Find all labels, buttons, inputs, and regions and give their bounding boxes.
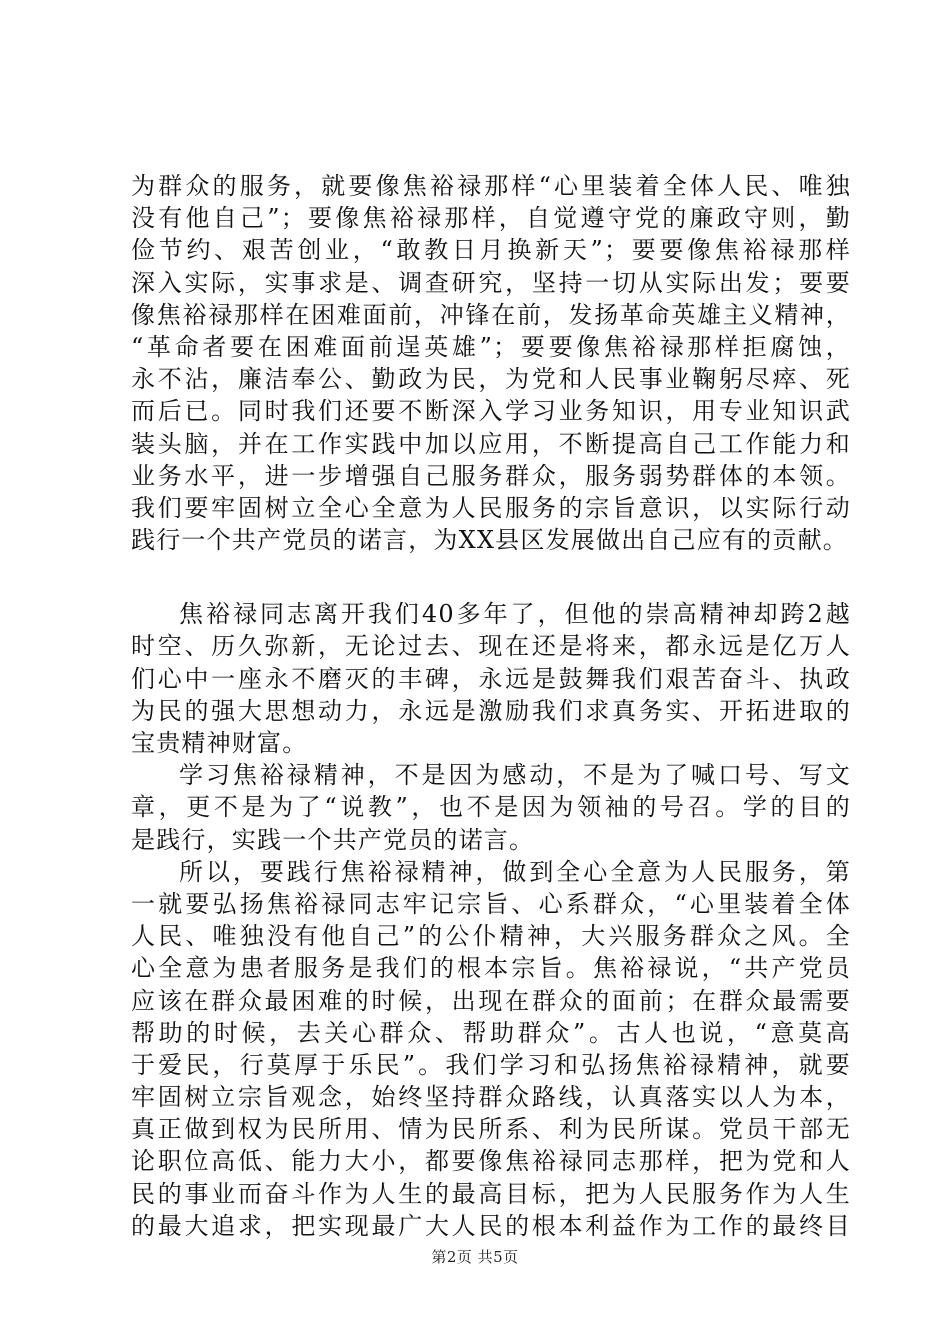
text-line: 学习焦裕禄精神，不是因为感动，不是为了喊口号、写文 xyxy=(179,761,851,790)
text-line: 于爱民，行莫厚于乐民”。我们学习和弘扬焦裕禄精神，就要 xyxy=(131,1050,851,1079)
text-line: 装头脑，并在工作实践中加以应用，不断提高自己工作能力和 xyxy=(131,429,851,458)
paragraph-1 xyxy=(131,170,851,556)
text-line: 时空、历久弥新，无论过去、现在还是将来，都永远是亿万人 xyxy=(131,632,851,661)
text-line: 牢固树立宗旨观念，始终坚持群众路线，认真落实以人为本， xyxy=(131,1083,851,1112)
text-line: 像焦裕禄那样在困难面前，冲锋在前，发扬革命英雄主义精神， xyxy=(131,300,851,329)
paragraph-3 xyxy=(131,759,851,856)
text-line: 所以，要践行焦裕禄精神，做到全心全意为人民服务，第 xyxy=(179,857,851,886)
document-body xyxy=(131,170,851,1242)
text-line: 业务水平，进一步增强自己服务群众，服务弱势群体的本领。 xyxy=(131,461,851,490)
page-number-footer: 第2页 共5页 xyxy=(431,1248,519,1266)
text-line: 应该在群众最困难的时候，出现在群众的面前；在群众最需要 xyxy=(131,986,851,1015)
text-line: 真正做到权为民所用、情为民所系、利为民所谋。党员干部无 xyxy=(131,1115,851,1144)
text-line: 为群众的服务，就要像焦裕禄那样“心里装着全体人民、唯独 xyxy=(131,172,851,200)
text-line: 人民、唯独没有他自己”的公仆精神，大兴服务群众之风。全 xyxy=(131,922,851,951)
text-line: 们心中一座永不磨灭的丰碑，永远是鼓舞我们艰苦奋斗、执政 xyxy=(131,664,851,693)
text-line: 宝贵精神财富。 xyxy=(131,729,308,757)
text-line: 是践行，实践一个共产党员的诺言。 xyxy=(131,825,535,854)
text-line: 为民的强大思想动力，永远是激励我们求真务实、开拓进取的 xyxy=(131,696,851,725)
text-line: 俭节约、艰苦创业，“敢教日月换新天”；要要像焦裕禄那样 xyxy=(131,236,851,265)
text-line: “革命者要在困难面前逞英雄”；要要像焦裕禄那样拒腐蚀， xyxy=(131,332,851,361)
text-line: 帮助的时候，去关心群众、帮助群众”。古人也说，“意莫高 xyxy=(131,1018,851,1047)
text-line: 心全意为患者服务是我们的根本宗旨。焦裕禄说，“共产党员 xyxy=(131,954,851,983)
paragraph-2 xyxy=(131,598,851,759)
paragraph-4 xyxy=(131,856,851,1242)
text-line: 的最大追求，把实现最广大人民的根本利益作为工作的最终目 xyxy=(131,1211,851,1240)
text-line: 论职位高低、能力大小，都要像焦裕禄同志那样，把为党和人 xyxy=(131,1147,851,1176)
paragraph-gap xyxy=(131,556,851,598)
text-line: 章，更不是为了“说教”，也不是因为领袖的号召。学的目的 xyxy=(131,793,851,822)
text-line: 我们要牢固树立全心全意为人民服务的宗旨意识，以实际行动 xyxy=(131,493,851,522)
text-line: 践行一个共产党员的诺言，为XX县区发展做出自己应有的贡献。 xyxy=(131,526,848,555)
text-line: 深入实际，实事求是、调查研究，坚持一切从实际出发；要要 xyxy=(131,268,851,297)
text-line: 焦裕禄同志离开我们40多年了，但他的崇高精神却跨2越 xyxy=(179,600,851,629)
text-line: 而后已。同时我们还要不断深入学习业务知识，用专业知识武 xyxy=(131,397,851,426)
text-line: 一就要弘扬焦裕禄同志牢记宗旨、心系群众，“心里装着全体 xyxy=(131,889,851,918)
text-line: 永不沾，廉洁奉公、勤政为民，为党和人民事业鞠躬尽瘁、死 xyxy=(131,365,851,394)
text-line: 民的事业而奋斗作为人生的最高目标，把为人民服务作为人生 xyxy=(131,1179,851,1208)
text-line: 没有他自己”；要像焦裕禄那样，自觉遵守党的廉政守则，勤 xyxy=(131,204,851,233)
